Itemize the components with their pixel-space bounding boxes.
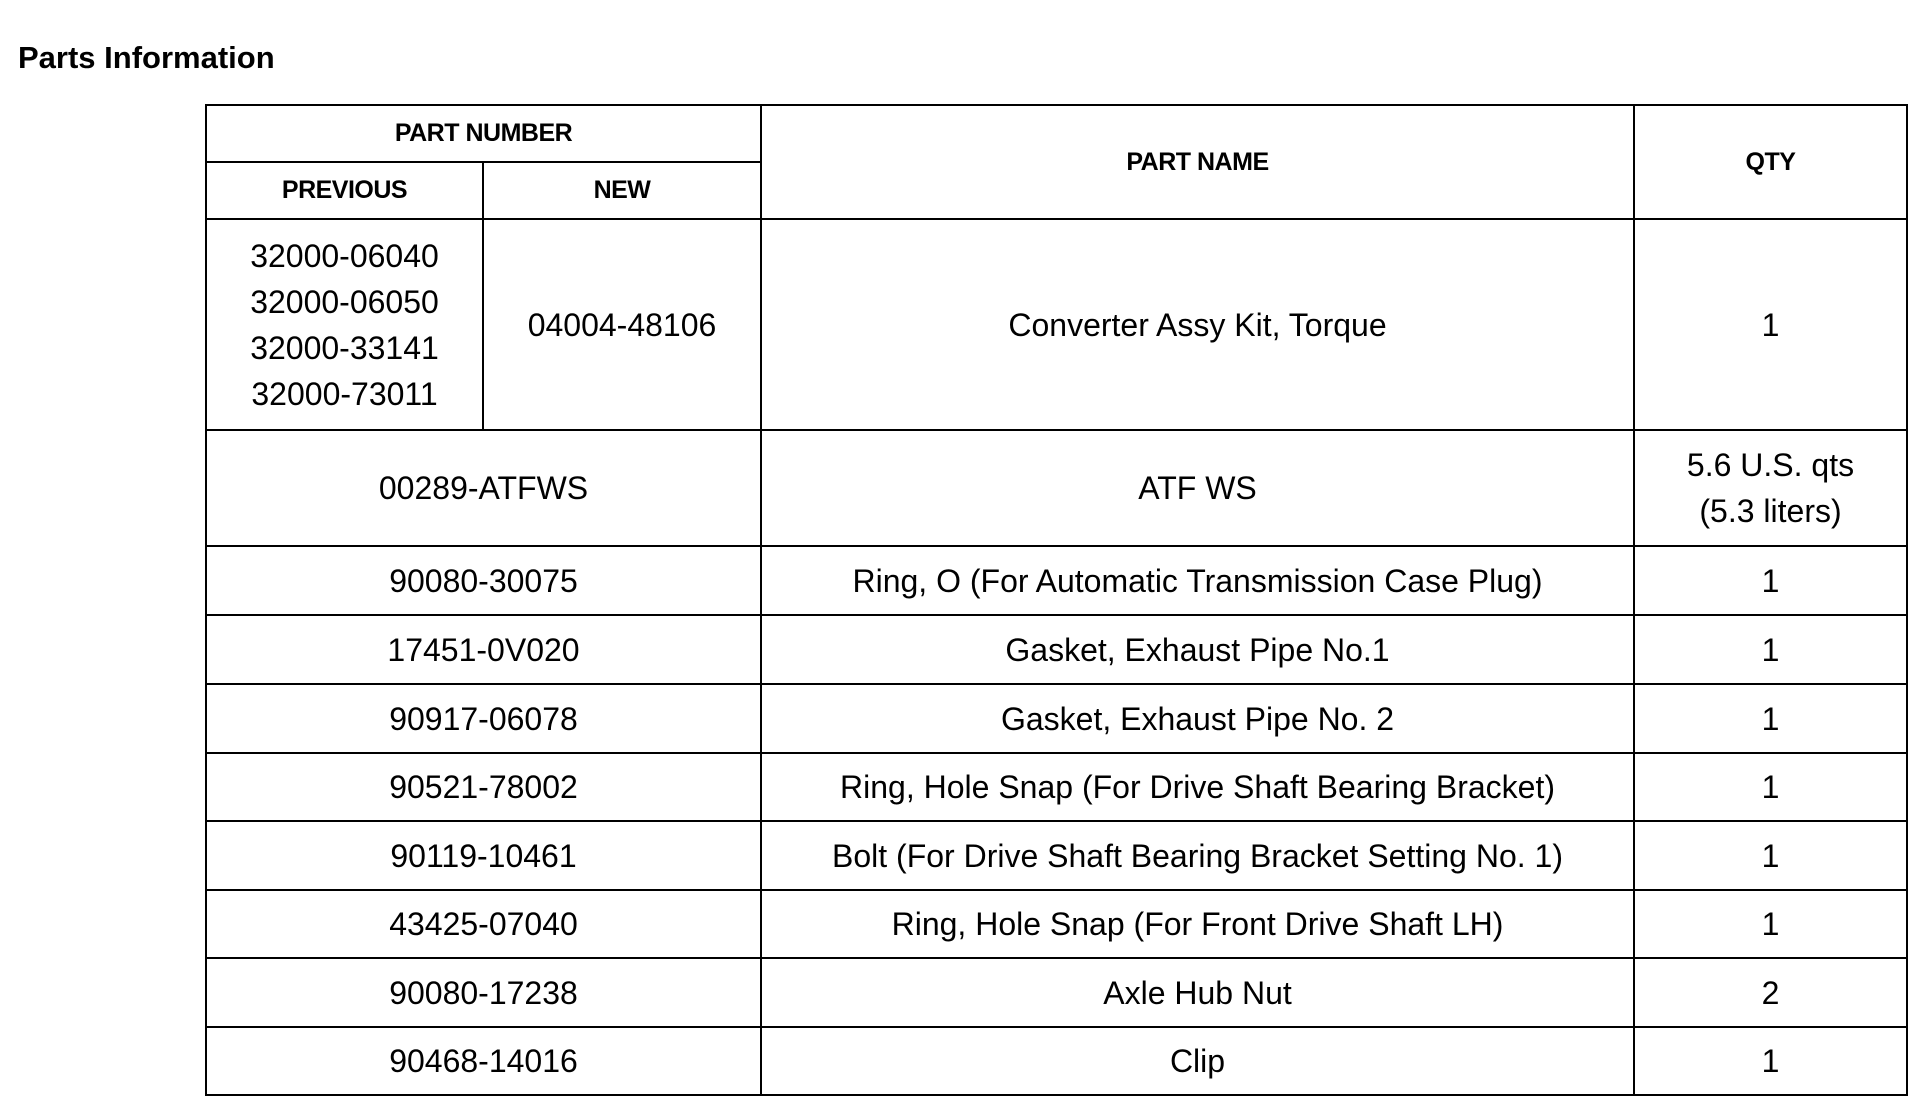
cell-qty: 1 — [1634, 219, 1907, 430]
cell-qty: 1 — [1634, 821, 1907, 890]
cell-part-number: 00289-ATFWS — [206, 430, 761, 546]
cell-part-name: Clip — [761, 1027, 1634, 1095]
cell-part-name: Gasket, Exhaust Pipe No.1 — [761, 615, 1634, 684]
cell-qty: 1 — [1634, 890, 1907, 958]
cell-part-number: 90080-17238 — [206, 958, 761, 1027]
cell-qty: 1 — [1634, 546, 1907, 615]
previous-part-number: 32000-73011 — [251, 375, 438, 412]
cell-part-number: 43425-07040 — [206, 890, 761, 958]
table-row — [206, 615, 1907, 684]
cell-part-name: Gasket, Exhaust Pipe No. 2 — [761, 684, 1634, 753]
cell-part-number: 90468-14016 — [206, 1027, 761, 1095]
page-title: Parts Information — [18, 40, 275, 75]
cell-part-name: Axle Hub Nut — [761, 958, 1634, 1027]
cell-previous-part-numbers — [206, 219, 483, 430]
cell-qty: 1 — [1634, 684, 1907, 753]
table-row-atf — [206, 430, 1907, 546]
cell-qty: 1 — [1634, 1027, 1907, 1095]
cell-qty: 1 — [1634, 753, 1907, 821]
table-row-kit — [206, 219, 1907, 430]
table-row — [206, 684, 1907, 753]
header-row-top — [206, 105, 1907, 162]
cell-part-number: 90917-06078 — [206, 684, 761, 753]
table-row — [206, 890, 1907, 958]
cell-part-name: Bolt (For Drive Shaft Bearing Bracket Setting No. 1) — [761, 821, 1634, 890]
cell-part-name: ATF WS — [761, 430, 1634, 546]
cell-part-number: 90119-10461 — [206, 821, 761, 890]
cell-part-number: 90080-30075 — [206, 546, 761, 615]
cell-part-number: 90521-78002 — [206, 753, 761, 821]
table-row — [206, 546, 1907, 615]
cell-qty: 1 — [1634, 615, 1907, 684]
cell-qty: 2 — [1634, 958, 1907, 1027]
table-row — [206, 1027, 1907, 1095]
header-previous: PREVIOUS — [206, 162, 483, 219]
previous-part-number: 32000-06040 — [250, 237, 439, 274]
cell-part-number: 17451-0V020 — [206, 615, 761, 684]
table-row — [206, 958, 1907, 1027]
header-new: NEW — [483, 162, 761, 219]
qty-line: (5.3 liters) — [1699, 493, 1842, 529]
cell-part-name: Ring, Hole Snap (For Front Drive Shaft LH) — [761, 890, 1634, 958]
cell-new-part-number: 04004-48106 — [483, 219, 761, 430]
cell-part-name: Ring, O (For Automatic Transmission Case Plug) — [761, 546, 1634, 615]
table-row — [206, 753, 1907, 821]
header-part-name: PART NAME — [761, 105, 1634, 219]
cell-part-name: Converter Assy Kit, Torque — [761, 219, 1634, 430]
parts-table — [205, 104, 1908, 1096]
qty-line: 5.6 U.S. qts — [1686, 447, 1855, 483]
header-part-number: PART NUMBER — [206, 105, 761, 162]
cell-part-name: Ring, Hole Snap (For Drive Shaft Bearing Bracket) — [761, 753, 1634, 821]
table-row — [206, 821, 1907, 890]
previous-part-number: 32000-33141 — [250, 329, 439, 366]
previous-part-number: 32000-06050 — [250, 283, 439, 320]
cell-qty — [1634, 430, 1907, 546]
header-qty: QTY — [1634, 105, 1907, 219]
